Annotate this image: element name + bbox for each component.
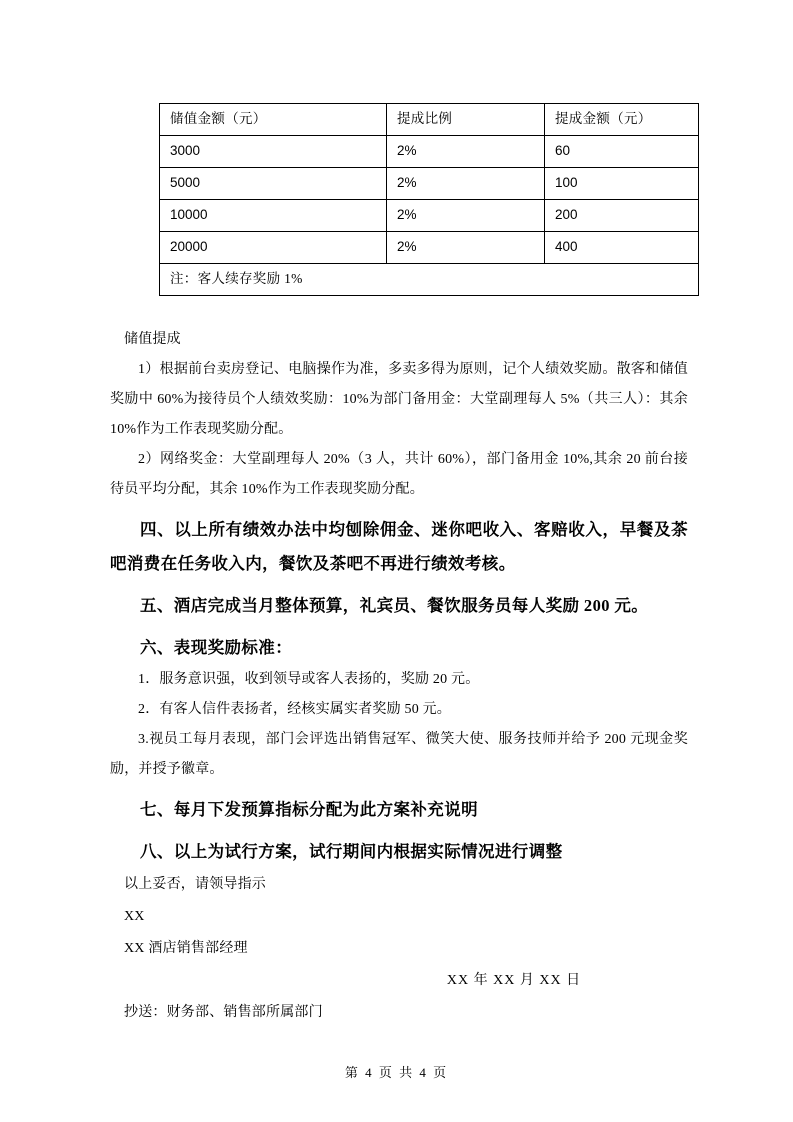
- table-header-row: [160, 104, 699, 136]
- table-header-cell-rate: 提成比例: [387, 104, 545, 136]
- commission-rate-table: [159, 103, 699, 296]
- heading-section-6: 六、表现奖励标准：: [140, 638, 293, 657]
- reward-item-2: 2．有客人信件表扬者，经核实属实者奖励 50 元。: [138, 702, 451, 717]
- heading-section-8: 八、以上为试行方案，试行期间内根据实际情况进行调整: [140, 842, 563, 861]
- cell-rate: 2%: [387, 232, 545, 264]
- heading-section-5: 五、酒店完成当月整体预算，礼宾员、餐饮服务员每人奖励 200 元。: [140, 596, 649, 615]
- signature-title: XX 酒店销售部经理: [124, 941, 248, 956]
- table-row: [160, 168, 699, 200]
- section-label-storage-commission: 储值提成: [124, 332, 181, 347]
- cell-rate: 2%: [387, 200, 545, 232]
- cc-line: 抄送：财务部、销售部所属部门: [124, 1005, 323, 1020]
- table-row: [160, 200, 699, 232]
- reward-item-3: 3.视员工每月表现，部门会评选出销售冠军、微笑大使、服务技师并给予 200 元现金奖励，并授予徽章。: [110, 732, 688, 777]
- table-note-cell: 注：客人续存奖励 1%: [160, 264, 699, 296]
- paragraph-item-2: 2）网络奖金：大堂副理每人 20%（3 人，共计 60%），部门备用金 10%,其余 20 前台接待员平均分配，其余 10%作为工作表现奖励分配。: [110, 452, 688, 497]
- document-body: [110, 325, 688, 1029]
- page-footer: 第 4 页 共 4 页: [344, 1065, 449, 1080]
- cell-amount: 10000: [160, 200, 387, 232]
- table-header-cell-commission: 提成金额（元）: [545, 104, 699, 136]
- cell-amount: 3000: [160, 136, 387, 168]
- heading-section-7: 七、每月下发预算指标分配为此方案补充说明: [140, 800, 478, 819]
- table-row: [160, 136, 699, 168]
- table-row: [160, 232, 699, 264]
- signature-placeholder: XX: [124, 909, 145, 924]
- cell-amount: 5000: [160, 168, 387, 200]
- closing-request-line: 以上妥否，请领导指示: [124, 877, 266, 892]
- cell-commission: 400: [545, 232, 699, 264]
- table-header-cell-amount: 储值金额（元）: [160, 104, 387, 136]
- cell-commission: 200: [545, 200, 699, 232]
- table-note-row: [160, 264, 699, 296]
- signature-date: XX 年 XX 月 XX 日: [446, 973, 582, 988]
- paragraph-item-1: 1）根据前台卖房登记、电脑操作为准，多卖多得为原则，记个人绩效奖励。散客和储值奖励中 60%为接待员个人绩效奖励：10%为部门备用金：大堂副理每人 5%（共三人）：其余 10%作为工作表现奖励分配。: [110, 362, 688, 437]
- cell-amount: 20000: [160, 232, 387, 264]
- reward-item-1: 1．服务意识强，收到领导或客人表扬的，奖励 20 元。: [138, 672, 480, 687]
- cell-commission: 100: [545, 168, 699, 200]
- cell-rate: 2%: [387, 168, 545, 200]
- cell-commission: 60: [545, 136, 699, 168]
- heading-section-4: 四、以上所有绩效办法中均刨除佣金、迷你吧收入、客赔收入，早餐及茶吧消费在任务收入内，餐饮及茶吧不再进行绩效考核。: [110, 520, 688, 573]
- cell-rate: 2%: [387, 136, 545, 168]
